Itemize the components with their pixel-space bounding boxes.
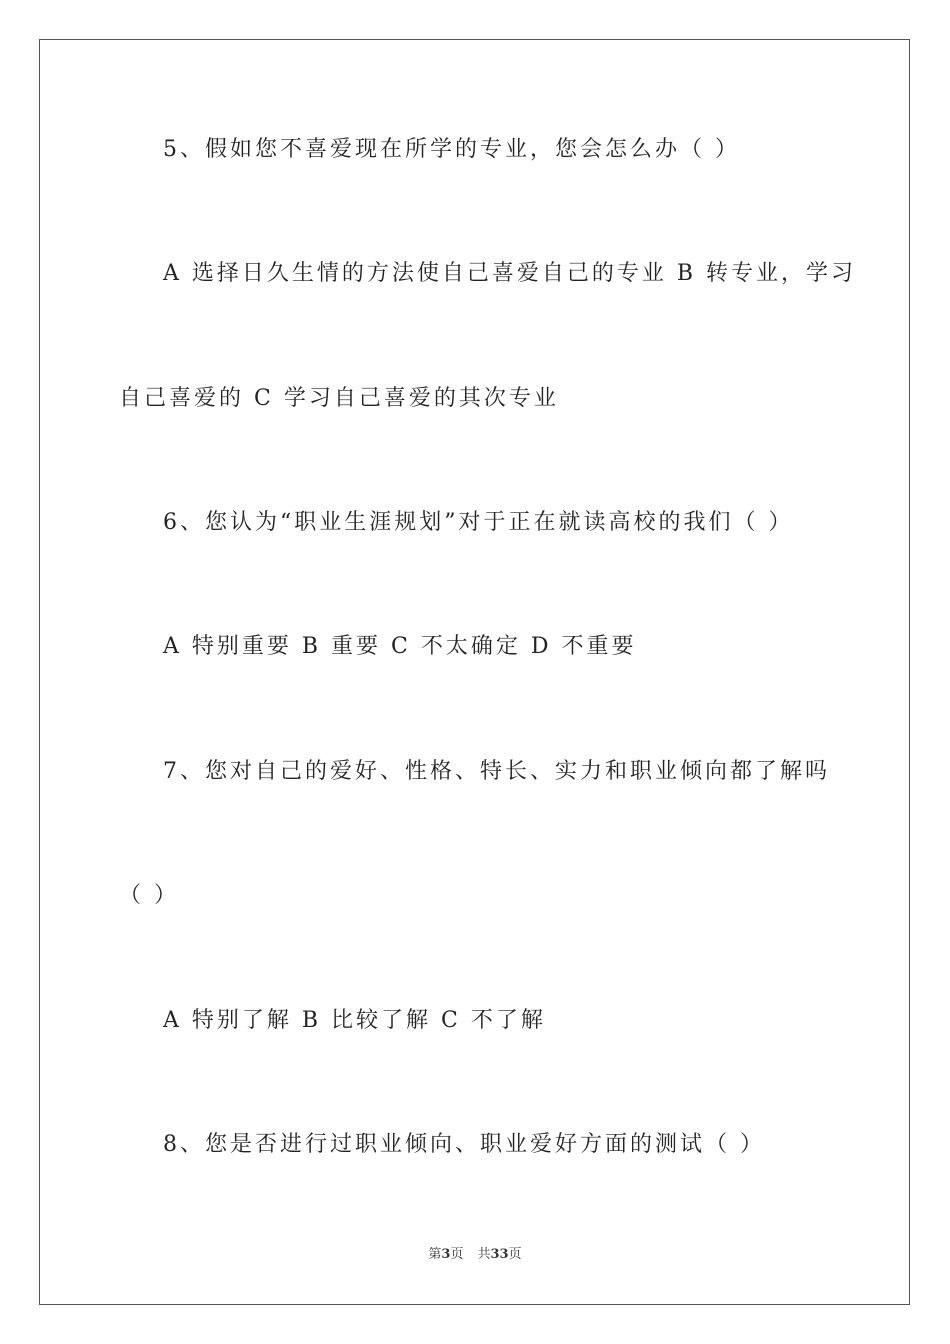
total-suffix: 页 xyxy=(508,1247,522,1262)
page-number: 3 xyxy=(441,1247,451,1262)
total-pages: 33 xyxy=(490,1247,509,1262)
page-prefix: 第 xyxy=(428,1247,442,1262)
page-suffix: 页 xyxy=(450,1247,464,1262)
question-6-options: A 特别重要 B 重要 C 不太确定 D 不重要 xyxy=(163,634,637,659)
question-7-line-2: （ ） xyxy=(119,883,179,908)
page-footer xyxy=(0,1246,950,1264)
question-7-options: A 特别了解 B 比较了解 C 不了解 xyxy=(163,1008,546,1033)
question-8: 8、您是否进行过职业倾向、职业爱好方面的测试（ ） xyxy=(163,1132,765,1157)
question-5-options-line-1: A 选择日久生情的方法使自己喜爱自己的专业 B 转专业，学习 xyxy=(163,261,857,286)
total-prefix: 共 xyxy=(477,1247,491,1262)
question-6: 6、您认为“职业生涯规划”对于正在就读高校的我们（ ） xyxy=(163,510,794,535)
question-7-line-1: 7、您对自己的爱好、性格、特长、实力和职业倾向都了解吗 xyxy=(163,759,830,784)
question-5: 5、假如您不喜爱现在所学的专业，您会怎么办（ ） xyxy=(163,137,740,162)
page-border xyxy=(39,39,910,1305)
question-5-options-line-2: 自己喜爱的 C 学习自己喜爱的其次专业 xyxy=(119,386,559,411)
